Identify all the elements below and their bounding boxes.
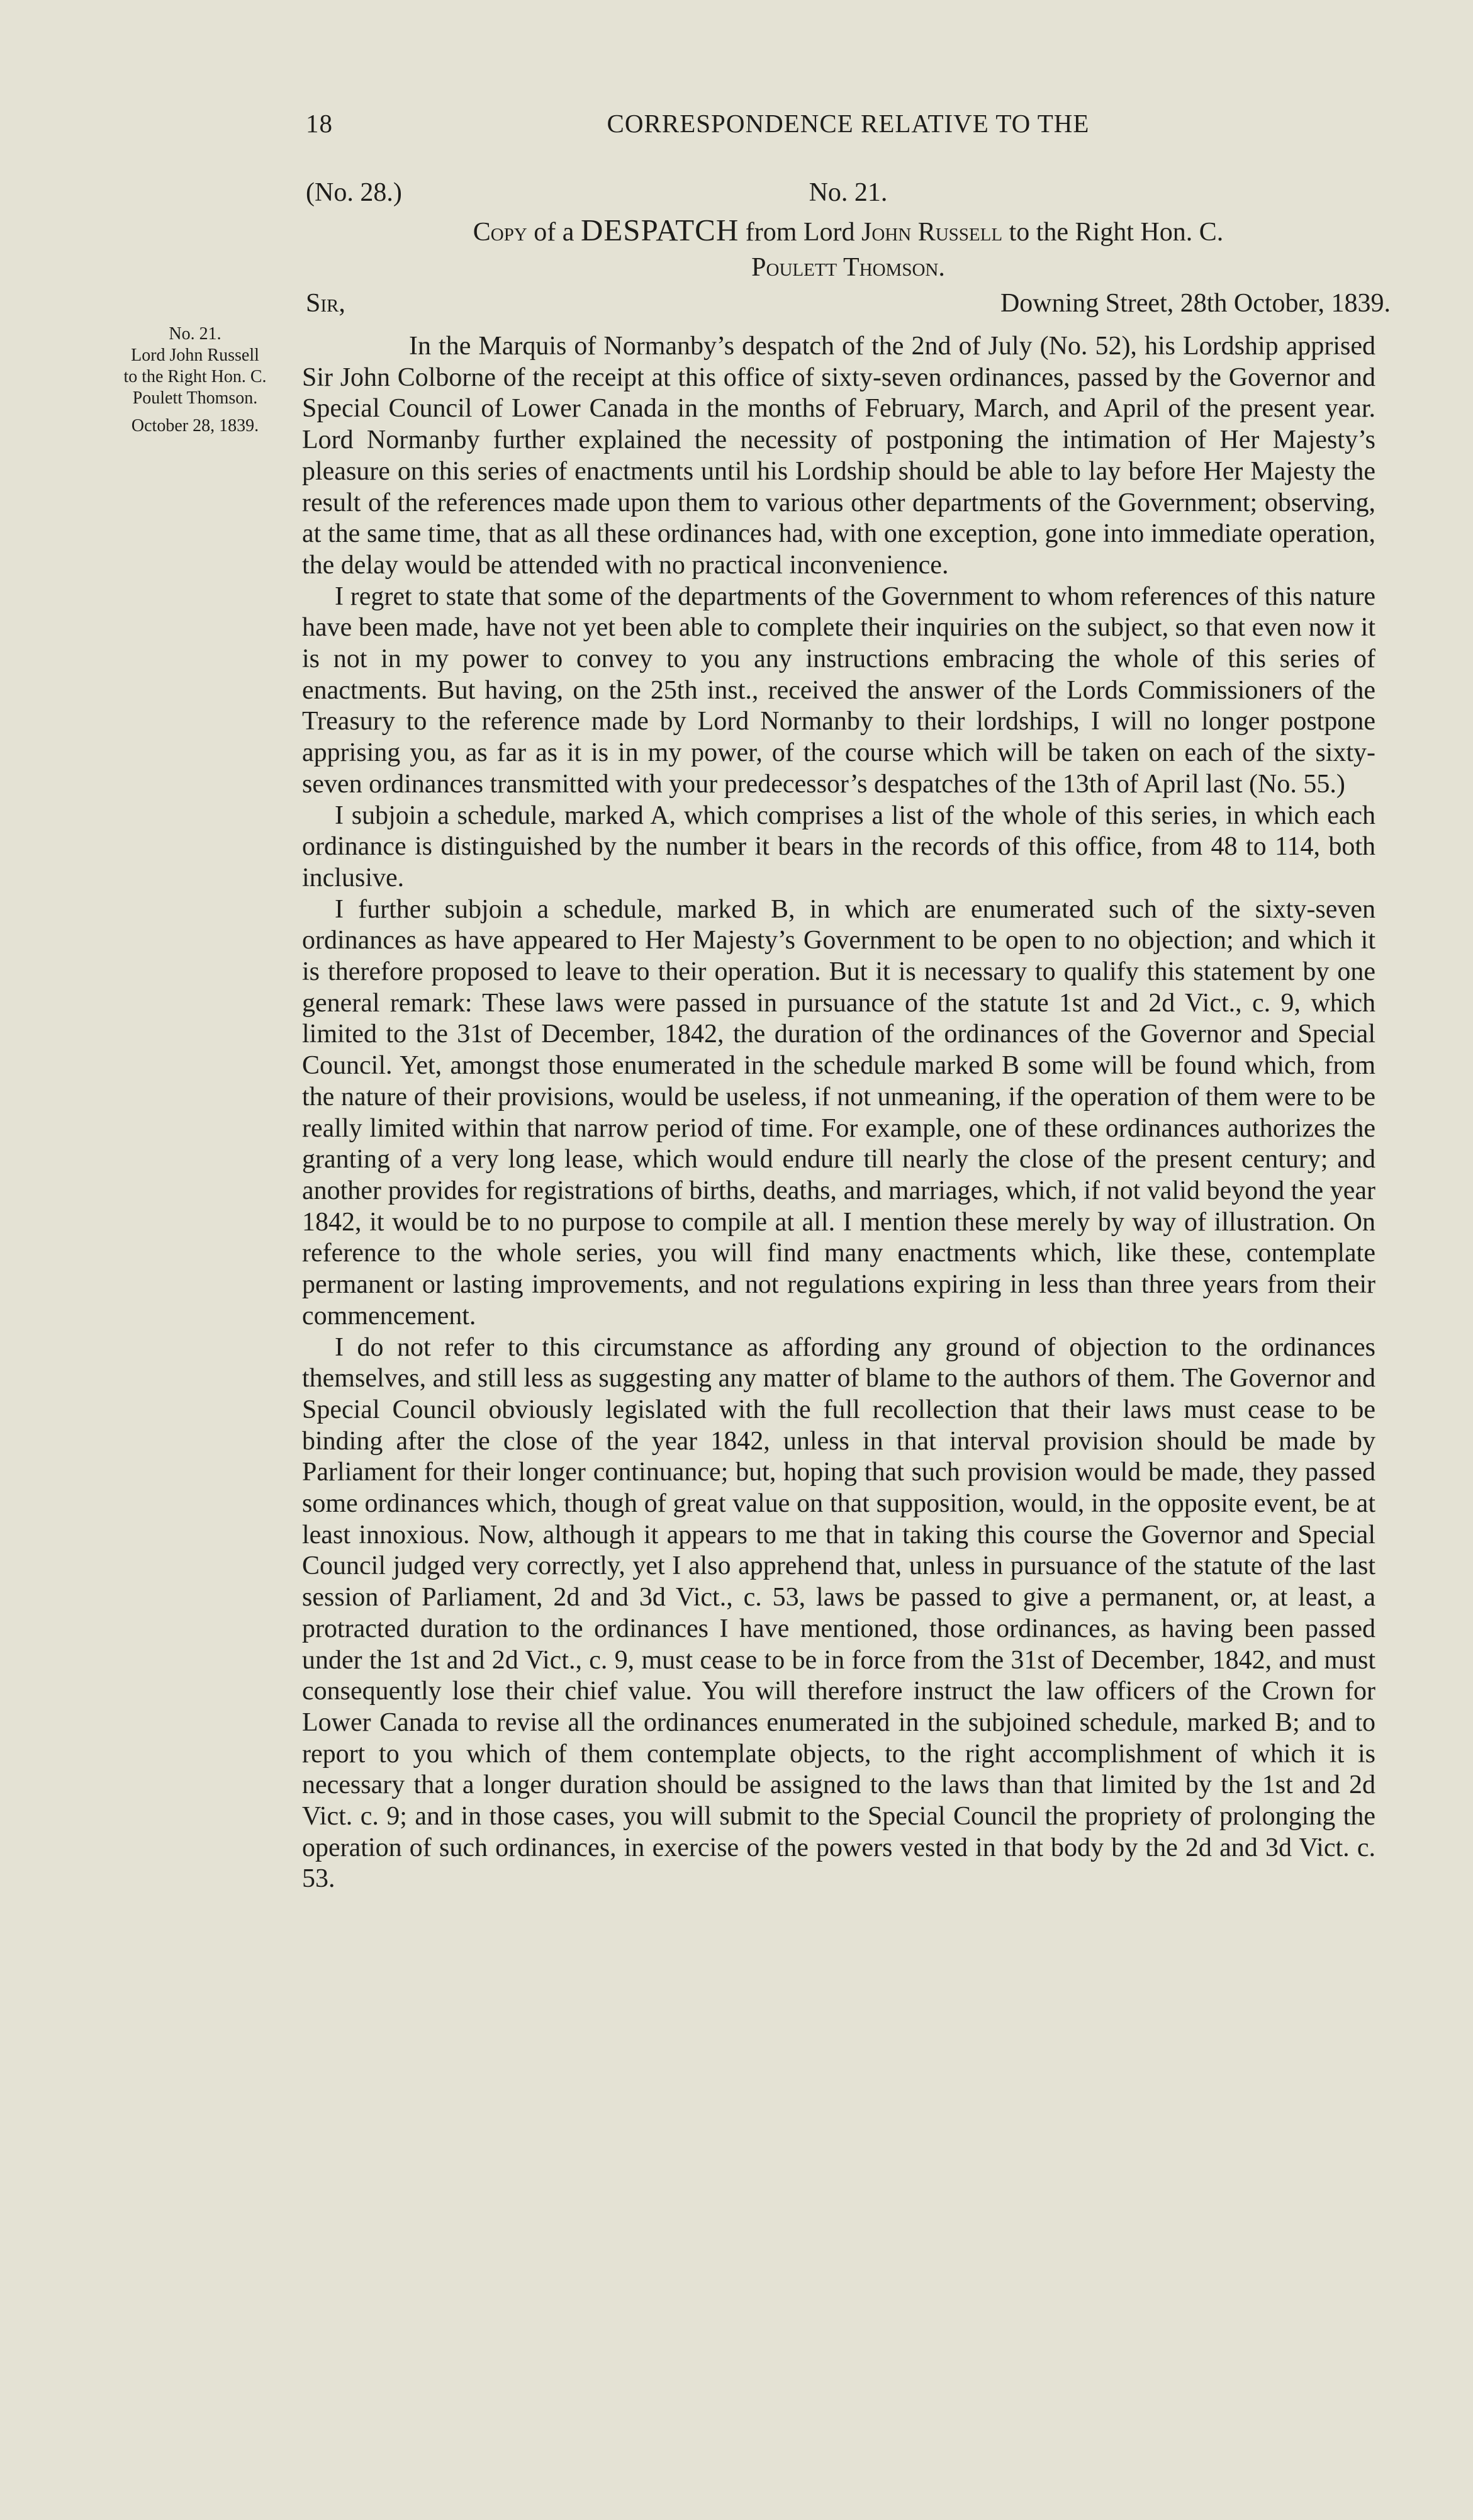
despatch-body — [302, 331, 1375, 1895]
title-author: John Russell — [861, 218, 1003, 247]
page-header — [306, 108, 1391, 152]
despatch-number: No. 21. — [809, 178, 888, 207]
paragraph-3: I subjoin a schedule, marked A, which comprises a list of the whole of this series, in which each ordinance is distinguished by the number it bears in the records of this office, from 48 to 114, both inclusive. — [302, 801, 1375, 892]
running-head: CORRESPONDENCE RELATIVE TO THE — [607, 109, 1090, 138]
title-of-a: of a — [527, 218, 581, 247]
paren-number: (No. 28.) — [306, 178, 402, 207]
despatch-title — [306, 213, 1391, 285]
paragraph-4: I further subjoin a schedule, marked B, in which are enumerated such of the sixty-seven ordinances as have appeared to Her Majesty’s Government to be open to no objection; and which it is therefore proposed to leave to their operation. But it is necessary to qualify this statement by one general remark: These laws were passed in pursuance of the statute 1st and 2d Vict., c. 9, which limited to the 31st of December, 1842, the duration of the ordinances of the Governor and Special Council. Yet, amongst those enumerated in the schedule marked B some will be found which, from the nature of their provisions, would be useless, if not unmeaning, if the operation of them were to be really limited within that narrow period of time. For example, one of these ordinances authorizes the granting of a very long lease, which would endure till nearly the close of the present century; and another provides for registrations of births, deaths, and marriages, which, if not valid beyond the year 1842, it would be to no purpose to compile at all. I mention these merely by way of illustration. On reference to the whole series, you will find many enactments which, like these, contemplate permanent or lasting improvements, and not regulations expiring in less than three years from their commencement. — [302, 894, 1375, 1330]
page-number: 18 — [306, 109, 333, 138]
title-from: from Lord — [739, 218, 862, 247]
margin-note-number: No. 21. — [169, 324, 221, 344]
paragraph-2: I regret to state that some of the departments of the Government to whom references of this nature have been made, have not yet been able to complete their inquiries on the subject, so that even now it is not in my power to convey to you any instructions embracing the whole of this series of enactments. But having, on the 25th inst., received the answer of the Lords Commissioners of the Treasury to the reference made by Lord Normanby to their lordships, I will no longer postpone apprising you, as far as it is in my power, of the course which will be taken on each of the sixty-seven ordinances transmitted with your predecessor’s despatches of the 13th of April last (No. 55.) — [302, 582, 1375, 799]
margin-note-line2: to the Right Hon. C. — [123, 367, 267, 386]
place-date: Downing Street, 28th October, 1839. — [1000, 289, 1391, 318]
title-end: . — [938, 253, 945, 282]
title-recipient: Poulett Thomson — [751, 253, 939, 282]
title-despatch-word: DESPATCH — [580, 213, 739, 247]
margin-note-date: October 28, 1839. — [131, 416, 259, 436]
margin-note — [94, 323, 296, 437]
margin-note-line3: Poulett Thomson. — [132, 388, 258, 408]
paragraph-1: In the Marquis of Normanby’s despatch of the 2nd of July (No. 52), his Lordship apprised Sir John Colborne of the receipt at this office of sixty-seven ordinances, passed by the Governor and Special Council of Lower Canada in the months of February, March, and April of the present year. Lord Normanby further explained the necessity of postponing the intimation of Her Majesty’s pleasure on this series of enactments until his Lordship should be able to lay before Her Majesty the result of the references made upon them to various other departments of the Government; observing, at the same time, that as all these ordinances had, with one exception, gone into immediate operation, the delay would be attended with no practical inconvenience. — [302, 332, 1375, 580]
salutation: Sir, — [306, 289, 345, 318]
margin-note-line1: Lord John Russell — [131, 346, 259, 365]
title-to: to the Right Hon. C. — [1002, 218, 1224, 247]
paragraph-5: I do not refer to this circumstance as affording any ground of objection to the ordinances themselves, and still less as suggesting any matter of blame to the authors of them. The Governor and Special Council obviously legislated with the full recollection that their laws must cease to be binding after the close of the year 1842, unless in that interval provision should be made by Parliament for their longer continuance; but, hoping that such provision would be made, they passed some ordinances which, though of great value on that supposition, would, in the opposite event, be at least innoxious. Now, although it appears to me that in taking this course the Governor and Special Council judged very correctly, yet I also apprehend that, unless in pursuance of the statute of the last session of Parliament, 2d and 3d Vict., c. 53, laws be passed to give a permanent, or, at least, a protracted duration to the ordinances I have mentioned, those ordinances, as having been passed under the 1st and 2d Vict., c. 9, must cease to be in force from the 31st of December, 1842, and must consequently lose their chief value. You will therefore instruct the law officers of the Crown for Lower Canada to revise all the ordinances enumerated in the subjoined schedule, marked B; and to report to you which of them contemplate objects, to the right accomplishment of which it is necessary that a longer duration should be assigned to the laws than that limited by the 1st and 2d Vict. c. 9; and in those cases, you will submit to the Special Council the propriety of prolonging the operation of such ordinances, in exercise of the powers vested in that body by the 2d and 3d Vict. c. 53. — [302, 1332, 1375, 1894]
title-copy: Copy — [473, 218, 527, 247]
